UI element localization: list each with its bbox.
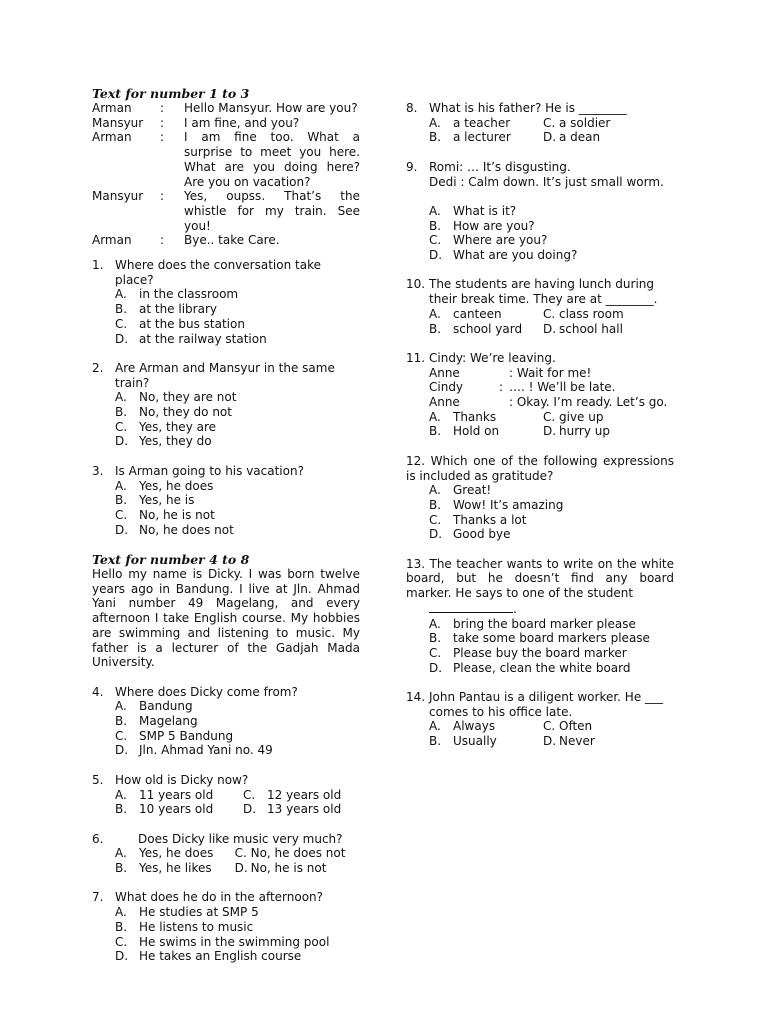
option-b[interactable]: B. a lecturer — [429, 130, 511, 145]
option-b[interactable]: B. No, they do not — [115, 405, 232, 420]
option-a[interactable]: A. canteen — [429, 306, 502, 321]
option-b[interactable]: B. Wow! It’s amazing — [429, 497, 564, 512]
question-13 — [406, 557, 674, 676]
option-c[interactable]: C. Often — [543, 719, 593, 734]
option-a[interactable]: A. 11 years old — [115, 787, 214, 802]
option-a[interactable]: A. Yes, he does — [115, 846, 214, 861]
question-text: John Pantau is a diligent worker. He ___ — [429, 690, 664, 705]
question-text: Are Arman and Mansyur in the same train? — [115, 360, 335, 390]
option-d[interactable]: D. Never — [543, 734, 595, 749]
option-b[interactable]: B. school yard — [429, 321, 523, 336]
section-title-2: Text for number 4 to 8 — [92, 552, 250, 568]
option-a[interactable]: A. Bandung — [115, 699, 193, 714]
question-text: 12. Which one of the following expressions is included as gratitude? — [406, 453, 674, 483]
dialogue-line: Dedi : Calm down. It’s just small worm. — [429, 174, 664, 189]
question-7: 7. What does he do in the afternoon? A. He studies at SMP 5 B. He listens to music C. He swims in the swimming pool D. He takes an English course — [92, 890, 360, 964]
option-d[interactable]: D. No, he is not — [234, 861, 327, 876]
question-text: Romi: … It’s disgusting. — [429, 159, 571, 174]
option-a[interactable]: A. Always — [429, 719, 496, 734]
option-a[interactable]: A. in the classroom — [115, 287, 239, 302]
question-text: What is his father? He is ________ — [429, 101, 627, 115]
option-c[interactable]: C. class room — [543, 306, 624, 321]
option-b[interactable]: B. How are you? — [429, 218, 535, 233]
question-1: 1. Where does the conversation take place? A. in the classroom B. at the library C. at the bus station D. at the railway station — [92, 258, 360, 346]
option-c[interactable]: C. Where are you? — [429, 233, 548, 248]
question-text: The students are having lunch during their break time. They are at ________. — [429, 277, 658, 307]
option-b[interactable]: B. Hold on — [429, 424, 500, 439]
question-14: 14. John Pantau is a diligent worker. He ___ comes to his office late. A. Always C. Often B. Usually D. Never — [406, 690, 674, 749]
option-a[interactable]: A. a teacher — [429, 115, 511, 130]
question-text: comes to his office late. — [429, 704, 573, 719]
question-8: 8. What is his father? He is ________ A. a teacher C. a soldier B. a lecturer D. a dean — [406, 101, 674, 145]
question-4: 4. Where does Dicky come from? A. Bandung B. Magelang C. SMP 5 Bandung D. Jln. Ahmad Yani no. 49 — [92, 685, 360, 759]
question-5: 5. How old is Dicky now? A. 11 years old C. 12 years old B. 10 years old D. 13 years old — [92, 773, 360, 817]
question-3: 3. Is Arman going to his vacation? A. Yes, he does B. Yes, he is C. No, he is not D. No, he does not — [92, 464, 360, 538]
option-c[interactable]: C. 12 years old — [243, 787, 342, 802]
option-c[interactable]: C. Please buy the board marker — [429, 645, 627, 660]
option-d[interactable]: D. hurry up — [543, 424, 611, 439]
option-d[interactable]: D. What are you doing? — [429, 248, 578, 262]
option-b[interactable]: B. take some board markers please — [429, 631, 650, 646]
dialogue-line: Anne : Wait for me! — [429, 365, 592, 380]
question-text: Where does Dicky come from? — [115, 684, 298, 699]
option-c[interactable]: C. at the bus station — [115, 316, 245, 331]
question-text: Is Arman going to his vacation? — [115, 463, 304, 478]
question-11: 11. Cindy: We’re leaving. Anne : Wait for me! Cindy : …. ! We’ll be late. Anne : Okay. I’m ready. Let’s go. A. Thanks C. give up B. Hold on D. hurry up — [406, 351, 674, 439]
dialogue-line: Arman : Hello Mansyur. How are you? — [92, 101, 358, 115]
dialogue-line: Mansyur : I am fine, and you? — [92, 115, 300, 130]
option-a[interactable]: A. What is it? — [429, 203, 517, 218]
option-d[interactable]: D. a dean — [543, 130, 601, 145]
option-a[interactable]: A. He studies at SMP 5 — [115, 905, 259, 920]
dialogue-line: Arman : Bye.. take Care. — [92, 233, 280, 248]
question-text: Does Dicky like music very much? — [138, 831, 343, 846]
option-b[interactable]: B. Yes, he is — [115, 493, 195, 508]
option-d[interactable]: D. Good bye — [429, 527, 511, 542]
option-c[interactable]: C. SMP 5 Bandung — [115, 728, 234, 743]
option-b[interactable]: B. Yes, he likes — [115, 861, 212, 876]
option-d[interactable]: D. Jln. Ahmad Yani no. 49 — [115, 743, 273, 758]
question-9: 9. Romi: … It’s disgusting. Dedi : Calm down. It’s just small worm. A. What is it? B. How are you? C. Where are you? D. What are you doing? — [406, 160, 674, 263]
option-a[interactable]: A. bring the board marker please — [429, 616, 636, 631]
section-title-1: Text for number 1 to 3 — [92, 86, 250, 101]
option-a[interactable]: A. No, they are not — [115, 390, 237, 405]
dialogue-line: Mansyur : Yes, oupss. That’s the whistle for my train. See you! — [92, 189, 360, 233]
option-d[interactable]: D. He takes an English course — [115, 949, 302, 964]
option-a[interactable]: A. Yes, he does — [115, 478, 214, 493]
option-d[interactable]: D. No, he does not — [115, 522, 234, 537]
option-c[interactable]: C. No, he is not — [115, 507, 215, 522]
question-text: Cindy: We’re leaving. — [429, 350, 556, 365]
option-b[interactable]: B. Usually — [429, 734, 497, 749]
question-text: Where does the conversation take place? — [115, 258, 321, 287]
question-text: What does he do in the afternoon? — [115, 890, 324, 905]
dialogue-line: Arman : I am fine too. What a surprise to meet you here. What are you doing here? Are you on vacation? — [92, 130, 360, 189]
question-text: How old is Dicky now? — [115, 772, 249, 787]
right-column — [406, 101, 674, 749]
dialogue-line: Cindy : …. ! We’ll be late. — [429, 380, 616, 395]
option-b[interactable]: B. at the library — [115, 302, 217, 317]
option-c[interactable]: C. a soldier — [543, 115, 611, 130]
option-c[interactable]: C. Thanks a lot — [429, 512, 527, 527]
question-12 — [406, 454, 674, 542]
question-2: 2. Are Arman and Mansyur in the same train? A. No, they are not B. No, they do not C. Yes, they are D. Yes, they do — [92, 361, 360, 449]
option-b[interactable]: B. 10 years old — [115, 802, 214, 817]
reading-passage: Hello my name is Dicky. I was born twelve years ago in Bandung. I live at Jln. Ahmad Yani number 49 Magelang, and every afternoon I take English course. My hobbies are swimming and listening to music. My father is a lecturer of the Gadjah Mada University. — [92, 567, 360, 670]
question-text: 13. The teacher wants to write on the white board, but he doesn’t find any board marker. He says to one of the student — [406, 556, 674, 601]
dialogue-1 — [92, 101, 360, 248]
option-d[interactable]: D. 13 years old — [243, 802, 342, 817]
answer-blank: . — [429, 601, 674, 617]
option-c[interactable]: C. give up — [543, 409, 604, 424]
option-b[interactable]: B. Magelang — [115, 714, 198, 729]
option-d[interactable]: D. at the railway station — [115, 331, 267, 346]
option-d[interactable]: D. school hall — [543, 321, 623, 336]
option-d[interactable]: D. Please, clean the white board — [429, 660, 631, 675]
option-c[interactable]: C. He swims in the swimming pool — [115, 934, 330, 949]
option-a[interactable]: A. Thanks — [429, 409, 497, 424]
dialogue-line: Anne : Okay. I’m ready. Let’s go. — [429, 395, 668, 409]
option-c[interactable]: C. Yes, they are — [115, 419, 217, 434]
option-c[interactable]: C. No, he does not — [234, 846, 346, 861]
option-a[interactable]: A. Great! — [429, 483, 492, 498]
option-b[interactable]: B. He listens to music — [115, 919, 254, 934]
option-d[interactable]: D. Yes, they do — [115, 434, 212, 449]
question-6: 6. Does Dicky like music very much? A. Yes, he does C. No, he does not B. Yes, he likes D. No, he is not — [92, 832, 360, 876]
left-column — [92, 86, 360, 964]
question-10: 10. The students are having lunch during their break time. They are at ________. A. canteen C. class room B. school yard D. school hall — [406, 277, 674, 336]
